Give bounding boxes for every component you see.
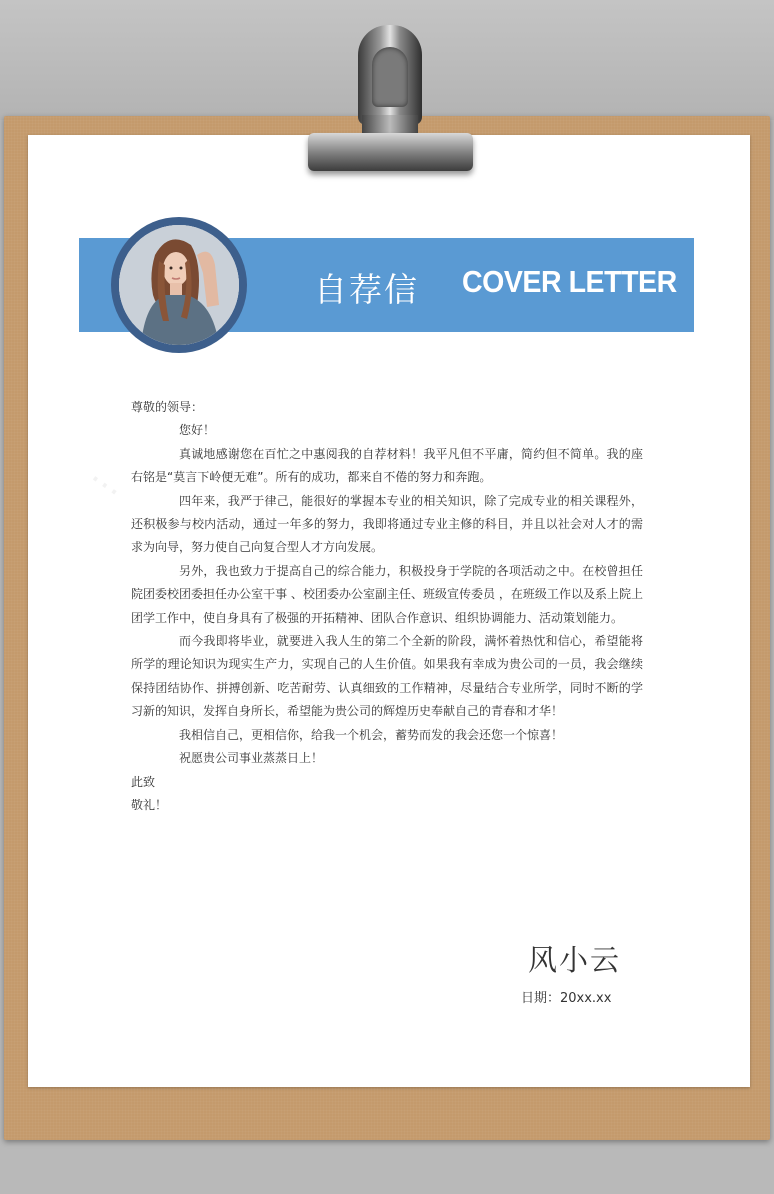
- signature-name: 风小云: [528, 943, 622, 977]
- title-chinese: 自荐信: [314, 270, 419, 309]
- paragraph-6: 祝愿贵公司事业蒸蒸日上！: [179, 751, 324, 766]
- letter-body: [131, 396, 643, 817]
- paragraph-5: 我相信自己，更相信你，给我一个机会，蓄势而发的我会还您一个惊喜！: [179, 727, 564, 742]
- watermark: ⋯: [79, 458, 131, 512]
- title-english: COVER LETTER: [462, 264, 677, 299]
- paragraph-2: 四年来，我严于律己，能很好的掌握本专业的相关知识，除了完成专业的相关课程外，还积极参与校内活动，通过一年多的努力，我即将通过专业主修的科目，并且以社会对人才的需求为向导，努力使自己向复合型人才方向发展。: [131, 493, 643, 555]
- greeting: 您好！: [179, 423, 216, 438]
- salutation: 尊敬的领导：: [131, 400, 204, 414]
- avatar-photo: [119, 225, 239, 345]
- binder-clip-icon: [300, 25, 480, 180]
- signature-date: 日期：20xx.xx: [521, 991, 612, 1006]
- closing-line-2: 敬礼！: [131, 797, 168, 812]
- closing-line-1: 此致: [131, 774, 156, 789]
- paragraph-3: 另外，我也致力于提高自己的综合能力，积极投身于学院的各项活动之中。在校曾担任院团委校团委担任办公室干事 、校团委办公室副主任、班级宣传委员 ，在班级工作以及系上院上团学工作中，使自身具有了极强的开拓精神、团队合作意识、组织协调能力、活动策划能力。: [131, 563, 643, 625]
- paragraph-4: 而今我即将毕业，就要进入我人生的第二个全新的阶段，满怀着热忱和信心，希望能将所学的理论知识为现实生产力，实现自己的人生价值。如果我有幸成为贵公司的一员，我会继续保持团结协作、拼搏创新、吃苦耐劳、认真细致的工作精神，尽量结合专业所学，同时不断的学习新的知识，发挥自身所长，希望能为贵公司的辉煌历史奉献自己的青春和才华！: [131, 634, 643, 719]
- paragraph-1: 真诚地感谢您在百忙之中惠阅我的自荐材料！我平凡但不平庸，简约但不简单。我的座右铭是“莫言下岭便无难”。所有的成功，都来自不倦的努力和奔跑。: [131, 446, 643, 485]
